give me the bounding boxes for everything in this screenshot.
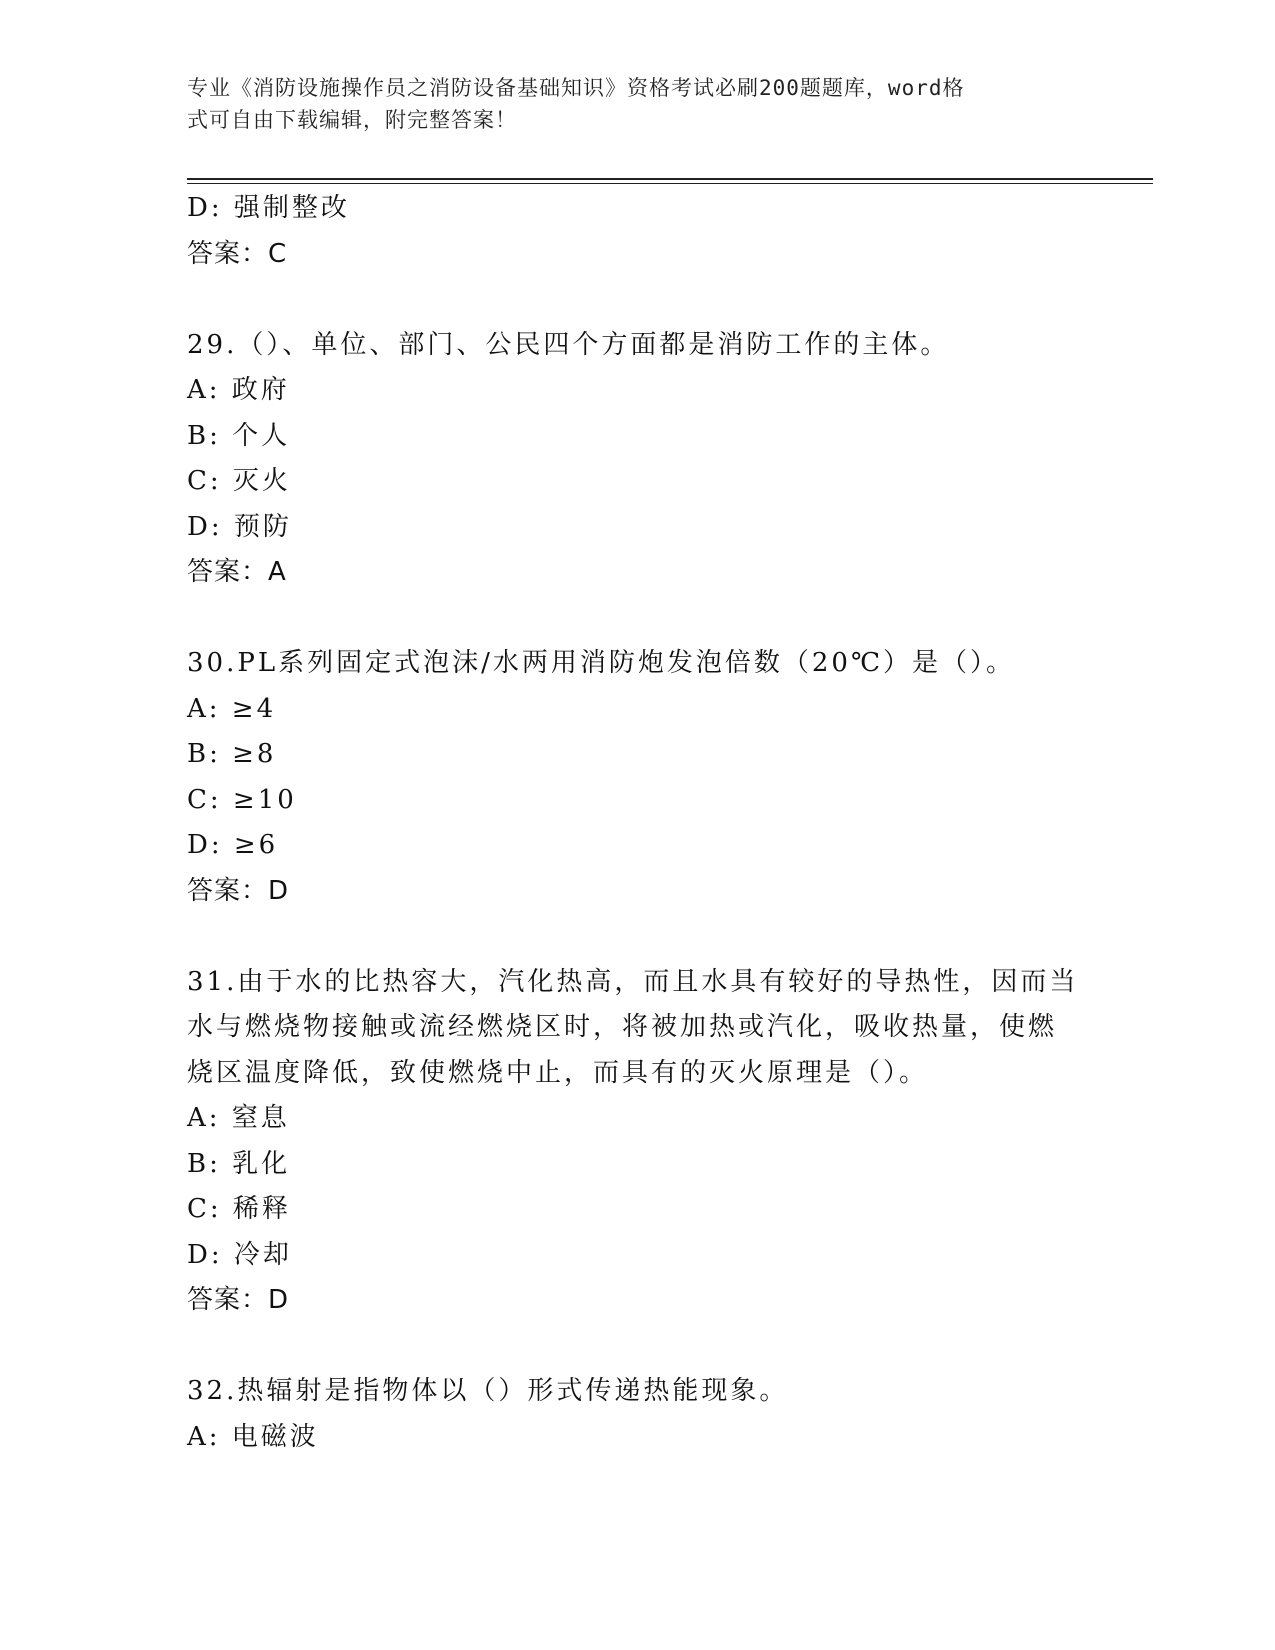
page-header (187, 72, 1067, 136)
answer-line: 答案：D (187, 1285, 290, 1315)
option-b: B: ≥8 (187, 739, 277, 769)
option-c: C: 稀释 (187, 1194, 291, 1224)
option-b: B: 乳化 (187, 1148, 291, 1179)
question-stem-line-1: 31.由于水的比热容大，汽化热高，而且水具有较好的导热性，因而当 (187, 966, 1079, 997)
answer-line: 答案：D (187, 875, 290, 906)
header-line-1: 专业《消防设施操作员之消防设备基础知识》资格考试必刷200题题库，word格 (187, 76, 965, 100)
question-31 (187, 960, 1087, 1324)
option-d: D: ≥6 (187, 830, 279, 860)
option-b: B: 个人 (187, 420, 291, 451)
question-stem: 30.PL系列固定式泡沫/水两用消防炮发泡倍数（20℃）是（）。 (187, 648, 1016, 678)
option-a: A: 电磁波 (187, 1421, 319, 1452)
question-stem: 32.热辐射是指物体以（）形式传递热能现象。 (187, 1376, 789, 1406)
header-rule-thin (187, 183, 1153, 184)
option-d: D: 冷却 (187, 1239, 292, 1270)
question-stem: 29.（）、单位、部门、公民四个方面都是消防工作的主体。 (187, 329, 950, 360)
question-30 (187, 641, 1087, 914)
option-c: C: ≥10 (187, 784, 297, 815)
spacer (187, 277, 1087, 323)
option-a: A: ≥4 (187, 693, 277, 724)
question-stem-line-2: 水与燃烧物接触或流经燃烧区时，将被加热或汽化，吸收热量，使燃 (187, 1012, 1058, 1042)
spacer (187, 1324, 1087, 1370)
option-d: D: 强制整改 (187, 193, 350, 223)
question-29 (187, 323, 1087, 596)
question-list (187, 186, 1087, 1460)
question-28-tail (187, 186, 1087, 277)
option-d: D: 预防 (187, 511, 292, 542)
header-rule-thick (187, 178, 1153, 180)
spacer (187, 596, 1087, 642)
option-a: A: 窒息 (187, 1103, 290, 1133)
option-c: C: 灭火 (187, 466, 291, 496)
answer-line: 答案：C (187, 238, 288, 269)
option-a: A: 政府 (187, 375, 290, 405)
question-32 (187, 1369, 1087, 1460)
answer-line: 答案：A (187, 557, 287, 587)
header-line-2: 式可自由下载编辑，附完整答案！ (187, 108, 517, 132)
question-stem-line-3: 烧区温度降低，致使燃烧中止，而具有的灭火原理是（）。 (187, 1057, 929, 1088)
spacer (187, 914, 1087, 960)
